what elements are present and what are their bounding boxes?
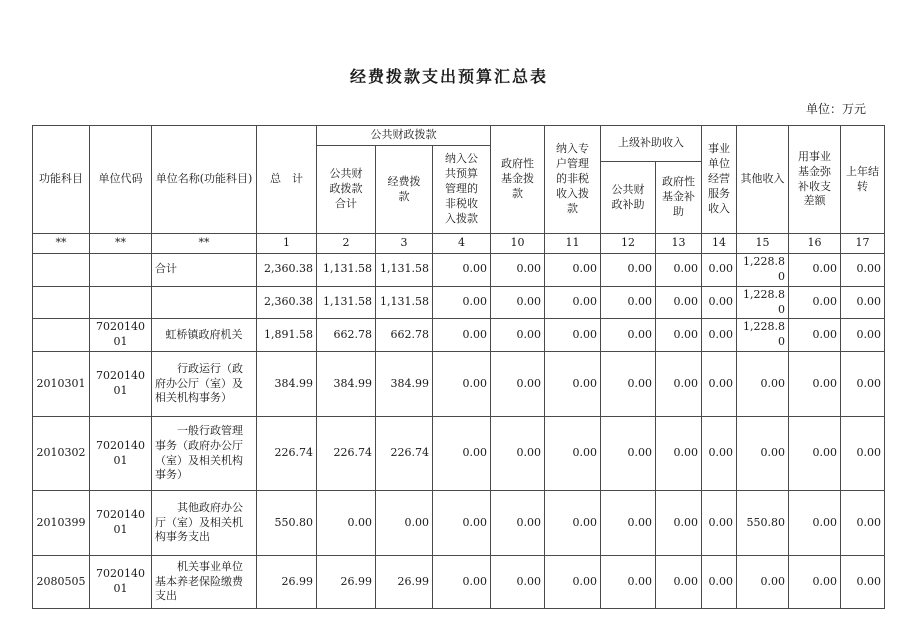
value-cell: 0.00	[841, 352, 885, 417]
col-header-gov-fund-subsidy-label: 政府性基金补助	[662, 175, 696, 218]
index-cell: 2	[317, 234, 376, 254]
unit-code-cell: 702014001	[90, 556, 152, 609]
unit-name-cell: 合计	[152, 254, 257, 287]
unit-code-cell: 702014001	[90, 319, 152, 352]
value-cell: 0.00	[491, 286, 545, 319]
value-cell: 0.00	[789, 254, 841, 287]
value-cell: 0.00	[433, 352, 491, 417]
value-cell: 226.74	[376, 417, 433, 491]
header-row-1	[33, 126, 885, 146]
value-cell: 0.00	[601, 254, 656, 287]
value-cell: 26.99	[376, 556, 433, 609]
value-cell: 2,360.38	[257, 286, 317, 319]
value-cell: 0.00	[656, 417, 702, 491]
col-header-public-finance-total-label: 公共财政拨款合计	[329, 167, 363, 210]
value-cell: 0.00	[601, 556, 656, 609]
unit-name-cell: 虹桥镇政府机关	[152, 319, 257, 352]
func-subject-cell	[33, 286, 90, 319]
value-cell: 26.99	[317, 556, 376, 609]
value-cell: 0.00	[433, 319, 491, 352]
value-cell: 1,131.58	[317, 254, 376, 287]
value-cell: 0.00	[656, 491, 702, 556]
unit-name-cell: 一般行政管理事务（政府办公厅（室）及相关机构事务）	[152, 417, 257, 491]
value-cell: 226.74	[317, 417, 376, 491]
value-cell: 0.00	[841, 254, 885, 287]
value-cell: 0.00	[789, 352, 841, 417]
value-cell: 0.00	[702, 286, 737, 319]
value-cell: 0.00	[737, 556, 789, 609]
value-cell: 0.00	[601, 491, 656, 556]
index-cell: 10	[491, 234, 545, 254]
col-header-funding-label: 经费拨款	[387, 174, 421, 203]
value-cell: 0.00	[545, 491, 601, 556]
value-cell: 1,131.58	[376, 286, 433, 319]
value-cell: 0.00	[601, 352, 656, 417]
value-cell: 26.99	[257, 556, 317, 609]
col-header-unit-name: 单位名称(功能科目)	[152, 126, 257, 234]
unit-name-cell: 机关事业单位基本养老保险缴费支出	[152, 556, 257, 609]
value-cell: 0.00	[545, 556, 601, 609]
func-subject-cell: 2010301	[33, 352, 90, 417]
col-header-gov-fund-subsidy	[656, 162, 702, 234]
value-cell: 1,131.58	[317, 286, 376, 319]
value-cell: 0.00	[702, 319, 737, 352]
table-body	[33, 234, 885, 609]
col-header-carryover	[841, 126, 885, 234]
unit-note: 单位：万元	[805, 102, 866, 116]
value-cell: 384.99	[317, 352, 376, 417]
value-cell: 0.00	[656, 352, 702, 417]
value-cell: 662.78	[376, 319, 433, 352]
value-cell: 0.00	[491, 556, 545, 609]
value-cell: 0.00	[789, 319, 841, 352]
value-cell: 0.00	[841, 417, 885, 491]
value-cell: 0.00	[656, 319, 702, 352]
col-header-fund-makeup	[789, 126, 841, 234]
index-cell: 3	[376, 234, 433, 254]
value-cell: 0.00	[545, 352, 601, 417]
unit-code-cell	[90, 254, 152, 287]
value-cell: 0.00	[545, 417, 601, 491]
unit-name-cell: 其他政府办公厅（室）及相关机构事务支出	[152, 491, 257, 556]
index-cell: 12	[601, 234, 656, 254]
value-cell: 1,228.80	[737, 286, 789, 319]
value-cell: 0.00	[702, 417, 737, 491]
table-row	[33, 417, 885, 491]
value-cell: 1,228.80	[737, 254, 789, 287]
value-cell: 0.00	[656, 254, 702, 287]
col-header-unit-code: 单位代码	[90, 126, 152, 234]
value-cell: 0.00	[317, 491, 376, 556]
col-header-public-finance-subsidy	[601, 162, 656, 234]
index-cell: 16	[789, 234, 841, 254]
index-cell: **	[90, 234, 152, 254]
value-cell: 384.99	[257, 352, 317, 417]
table-row	[33, 286, 885, 319]
col-header-funding	[376, 146, 433, 234]
value-cell: 0.00	[737, 352, 789, 417]
table-row	[33, 556, 885, 609]
value-cell: 0.00	[545, 319, 601, 352]
value-cell: 0.00	[656, 556, 702, 609]
value-cell: 1,228.80	[737, 319, 789, 352]
value-cell: 0.00	[841, 286, 885, 319]
value-cell: 662.78	[317, 319, 376, 352]
group-header-superior-subsidy: 上级补助收入	[601, 126, 702, 162]
value-cell: 0.00	[841, 319, 885, 352]
unit-code-cell	[90, 286, 152, 319]
group-header-public-finance: 公共财政拨款	[317, 126, 491, 146]
index-cell: 11	[545, 234, 601, 254]
col-header-business-income-label: 事业单位经营服务收入	[708, 142, 731, 215]
page-title: 经费拨款支出预算汇总表	[349, 67, 548, 86]
value-cell: 0.00	[545, 286, 601, 319]
col-header-total: 总 计	[257, 126, 317, 234]
value-cell: 0.00	[601, 319, 656, 352]
value-cell: 0.00	[491, 491, 545, 556]
value-cell: 0.00	[702, 556, 737, 609]
value-cell: 226.74	[257, 417, 317, 491]
func-subject-cell: 2010399	[33, 491, 90, 556]
func-subject-cell	[33, 319, 90, 352]
value-cell: 384.99	[376, 352, 433, 417]
unit-name-cell	[152, 286, 257, 319]
value-cell: 0.00	[737, 417, 789, 491]
col-header-gov-fund	[491, 126, 545, 234]
index-cell: 13	[656, 234, 702, 254]
value-cell: 0.00	[376, 491, 433, 556]
value-cell: 0.00	[601, 417, 656, 491]
table-row	[33, 352, 885, 417]
value-cell: 0.00	[789, 556, 841, 609]
value-cell: 0.00	[702, 254, 737, 287]
col-header-gov-fund-label: 政府性基金拨款	[501, 157, 535, 200]
value-cell: 0.00	[433, 254, 491, 287]
value-cell: 0.00	[545, 254, 601, 287]
value-cell: 0.00	[656, 286, 702, 319]
index-cell: **	[33, 234, 90, 254]
value-cell: 0.00	[491, 352, 545, 417]
col-header-nontax-special-label: 纳入专户管理的非税收入拨款	[556, 142, 590, 215]
value-cell: 0.00	[841, 556, 885, 609]
unit-code-cell: 702014001	[90, 352, 152, 417]
value-cell: 0.00	[433, 286, 491, 319]
value-cell: 0.00	[433, 491, 491, 556]
index-cell: **	[152, 234, 257, 254]
value-cell: 1,131.58	[376, 254, 433, 287]
budget-table	[32, 125, 885, 609]
col-header-func-subject: 功能科目	[33, 126, 90, 234]
value-cell: 0.00	[491, 254, 545, 287]
col-header-public-finance-total	[317, 146, 376, 234]
col-header-nontax-in-budget	[433, 146, 491, 234]
value-cell: 0.00	[789, 286, 841, 319]
unit-code-cell: 702014001	[90, 417, 152, 491]
col-header-nontax-in-budget-label: 纳入公共预算管理的非税收入拨款	[445, 152, 478, 225]
value-cell: 0.00	[789, 491, 841, 556]
col-header-nontax-special	[545, 126, 601, 234]
unit-code-cell: 702014001	[90, 491, 152, 556]
table-row	[33, 319, 885, 352]
value-cell: 0.00	[433, 556, 491, 609]
func-subject-cell	[33, 254, 90, 287]
col-header-business-income	[702, 126, 737, 234]
col-header-public-finance-subsidy-label: 公共财政补助	[611, 182, 645, 211]
value-cell: 0.00	[702, 352, 737, 417]
index-cell: 17	[841, 234, 885, 254]
index-cell: 4	[433, 234, 491, 254]
col-header-carryover-label: 上年结转	[846, 164, 880, 193]
col-header-fund-makeup-label: 用事业基金弥补收支差额	[798, 149, 832, 208]
value-cell: 2,360.38	[257, 254, 317, 287]
index-cell: 14	[702, 234, 737, 254]
value-cell: 0.00	[491, 417, 545, 491]
value-cell: 0.00	[789, 417, 841, 491]
value-cell: 0.00	[841, 491, 885, 556]
value-cell: 550.80	[737, 491, 789, 556]
value-cell: 0.00	[601, 286, 656, 319]
table-row	[33, 491, 885, 556]
index-cell: 1	[257, 234, 317, 254]
table-header	[33, 126, 885, 234]
column-index-row	[33, 234, 885, 254]
table-row	[33, 254, 885, 287]
value-cell: 0.00	[702, 491, 737, 556]
func-subject-cell: 2080505	[33, 556, 90, 609]
value-cell: 0.00	[491, 319, 545, 352]
index-cell: 15	[737, 234, 789, 254]
value-cell: 550.80	[257, 491, 317, 556]
value-cell: 1,891.58	[257, 319, 317, 352]
col-header-other-income: 其他收入	[737, 126, 789, 234]
func-subject-cell: 2010302	[33, 417, 90, 491]
value-cell: 0.00	[433, 417, 491, 491]
unit-name-cell: 行政运行（政府办公厅（室）及相关机构事务）	[152, 352, 257, 417]
